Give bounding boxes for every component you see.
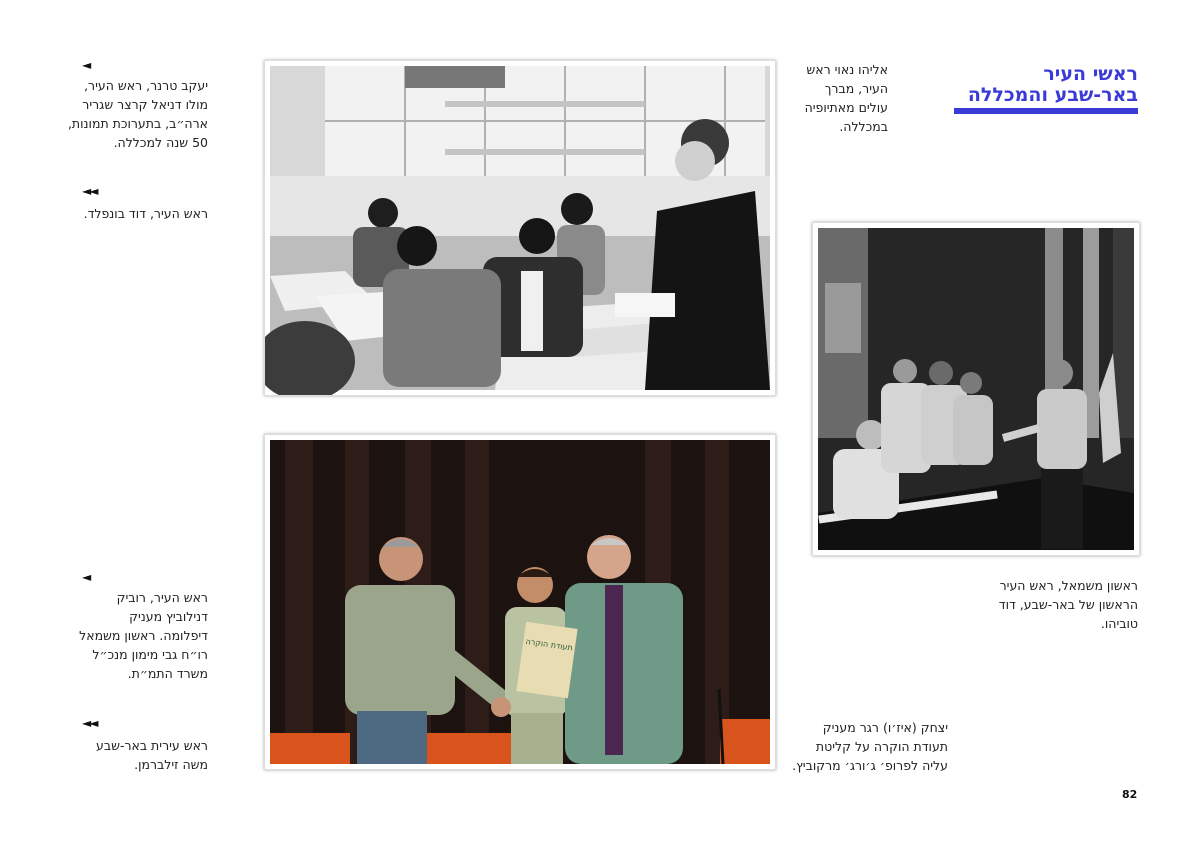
caption-line: העיר, מברך <box>824 81 888 96</box>
caption-line: 50 שנה למכללה. <box>113 135 208 150</box>
caption-line: דנילוביץ מעניק <box>129 609 208 624</box>
single-arrow-icon: ◄ <box>82 58 90 72</box>
caption-tuviyahu <box>999 576 1138 633</box>
caption-reger <box>792 718 948 775</box>
caption-line: אליהו נאוי ראש <box>806 62 888 77</box>
caption-line: ראש העיר, רוביק <box>116 590 208 605</box>
caption-line: רו״ח גבי מימון מנכ״ל <box>92 647 208 662</box>
award-image <box>265 435 775 769</box>
caption-line: מולו דניאל קרצר שגריר <box>82 97 208 112</box>
caption-line: ארה״ב, בתערוכת תמונות, <box>67 116 208 131</box>
classroom-photo <box>264 60 776 396</box>
page-title-line-1: ראשי העיר <box>1043 63 1138 85</box>
page-title-line-2: באר-שבע והמכללה <box>967 84 1138 106</box>
caption-danilovich <box>79 588 208 683</box>
page-number: 82 <box>1122 788 1138 801</box>
page-title <box>918 64 1138 106</box>
certificate-text: תעודת הוקרה <box>525 636 574 653</box>
award-photo <box>264 434 776 770</box>
caption-bonfeld <box>84 204 208 223</box>
single-arrow-icon: ◄ <box>82 570 90 584</box>
caption-turner <box>68 76 208 152</box>
ceremony-image <box>813 223 1139 555</box>
caption-line: עולים מאתיופיה <box>804 100 888 115</box>
caption-line: ראש עירית באר-שבע <box>96 738 208 753</box>
caption-line: עליה לפרופ׳ ג׳ורג׳ מרקוביץ. <box>792 758 948 773</box>
title-underline <box>954 108 1138 114</box>
caption-line: תעודת הוקרה על קליטת <box>815 739 948 754</box>
double-arrow-icon: ◄◄ <box>82 716 97 730</box>
caption-line: יעקב טרנר, ראש העיר, <box>84 78 208 93</box>
caption-line: משרד התמ״ת. <box>127 666 208 681</box>
caption-line: הראשון של באר-שבע, דוד <box>998 597 1138 612</box>
caption-line: דיפלומה. ראשון משמאל <box>79 628 208 643</box>
caption-naoi <box>805 60 888 136</box>
caption-line: טוביהו. <box>1100 616 1138 631</box>
ceremony-photo <box>812 222 1140 556</box>
caption-line: ראש העיר, דוד בונפלד. <box>83 206 208 221</box>
double-arrow-icon: ◄◄ <box>82 184 97 198</box>
caption-line: במכללה. <box>839 119 888 134</box>
caption-line: יצחק (איז׳ו) רגר מעניק <box>822 720 948 735</box>
classroom-image <box>265 61 775 395</box>
caption-zilberman <box>96 736 208 774</box>
caption-line: משה זילברמן. <box>134 757 208 772</box>
caption-line: ראשון משמאל, ראש העיר <box>999 578 1138 593</box>
